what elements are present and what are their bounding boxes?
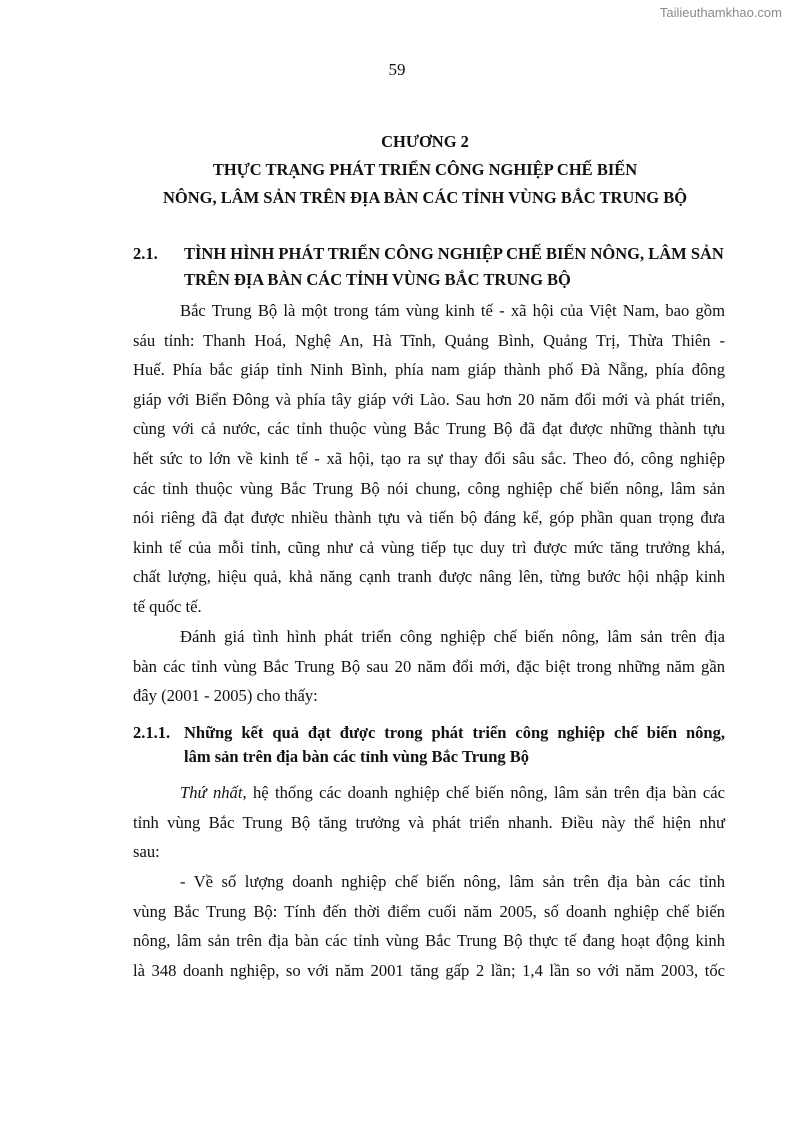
section-title-line: TÌNH HÌNH PHÁT TRIỂN CÔNG NGHIỆP CHẾ BIẾN NÔNG, LÂM SẢN	[184, 244, 724, 263]
paragraph-line: sáu tỉnh: Thanh Hoá, Nghệ An, Hà Tĩnh, Quảng Bình, Quảng Trị, Thừa Thiên -	[133, 330, 725, 350]
paragraph-3-line: tỉnh vùng Bắc Trung Bộ tăng trưởng và phát triển nhanh. Điều này thể hiện như	[133, 813, 725, 832]
paragraph-line: kinh tế của mỗi tỉnh, cũng như cả vùng tiếp tục duy trì được mức tăng trưởng khá,	[133, 537, 725, 557]
chapter-label: CHƯƠNG 2	[381, 132, 469, 151]
paragraph-line: nông, lâm sản trên địa bàn các tỉnh vùng Bắc Trung Bộ thực tế đang hoạt động kinh	[133, 931, 725, 951]
paragraph-line: là 348 doanh nghiệp, so với năm 2001 tăng gấp 2 lần; 1,4 lần so với năm 2003, tốc	[133, 960, 725, 980]
watermark: Tailieuthamkhao.com	[659, 5, 782, 20]
italic-lead: Thứ nhất	[180, 783, 243, 802]
paragraph-line: nói riêng đã đạt được nhiều thành tựu và tiến bộ đáng kể, góp phần quan trọng đưa	[133, 508, 725, 528]
paragraph-line: Huế. Phía bắc giáp tỉnh Ninh Bình, phía nam giáp thành phố Đà Nẵng, phía đông	[133, 360, 725, 380]
paragraph-line: các tỉnh thuộc vùng Bắc Trung Bộ nói chung, công nghiệp chế biến nông, lâm sản	[133, 478, 725, 498]
paragraph-line: Bắc Trung Bộ là một trong tám vùng kinh tế - xã hội của Việt Nam, bao gồm	[180, 301, 725, 320]
section-title-line: TRÊN ĐỊA BÀN CÁC TỈNH VÙNG BẮC TRUNG BỘ	[184, 270, 571, 289]
paragraph-line: vùng Bắc Trung Bộ: Tính đến thời điểm cuối năm 2005, số doanh nghiệp chế biến	[133, 901, 725, 921]
page-number: 59	[388, 60, 406, 79]
chapter-title-line: NÔNG, LÂM SẢN TRÊN ĐỊA BÀN CÁC TỈNH VÙNG BẮC TRUNG BỘ	[162, 188, 688, 207]
paragraph-line: tế quốc tế.	[133, 597, 202, 616]
section-number: 2.1.	[133, 244, 158, 263]
paragraph-line: bàn các tỉnh vùng Bắc Trung Bộ sau 20 năm đổi mới, đặc biệt trong những năm gần	[133, 656, 725, 676]
text: , hệ thống các doanh nghiệp chế biến nông, lâm sản trên địa bàn các	[242, 783, 725, 802]
paragraph-3-line	[133, 783, 725, 803]
paragraph-line: Đánh giá tình hình phát triển công nghiệp chế biến nông, lâm sản trên địa	[180, 627, 725, 646]
paragraph-line: đây (2001 - 2005) cho thấy:	[133, 686, 318, 706]
subsection-number: 2.1.1.	[133, 723, 171, 742]
paragraph-line: giáp với Biển Đông và phía tây giáp với Lào. Sau hơn 20 năm đổi mới và phát triển,	[133, 389, 725, 409]
subsection-title-line: Những kết quả đạt được trong phát triển công nghiệp chế biến nông,	[184, 723, 725, 742]
paragraph-3-line: sau:	[133, 842, 160, 861]
paragraph-line: hết sức to lớn về kinh tế - xã hội, tạo ra sự thay đổi sâu sắc. Theo đó, công nghiệp	[133, 449, 725, 468]
paragraph-line: cùng với cả nước, các tỉnh thuộc vùng Bắc Trung Bộ đã đạt được những thành tựu	[133, 419, 725, 439]
chapter-title-line: THỰC TRẠNG PHÁT TRIỂN CÔNG NGHIỆP CHẾ BIẾN	[212, 160, 638, 179]
paragraph-line: - Về số lượng doanh nghiệp chế biến nông, lâm sản trên địa bàn các tỉnh	[180, 872, 725, 891]
subsection-title-line: lâm sản trên địa bàn các tỉnh vùng Bắc Trung Bộ	[184, 747, 530, 766]
paragraph-line: chất lượng, hiệu quả, khả năng cạnh tranh được nâng lên, từng bước hội nhập kinh	[133, 567, 725, 587]
